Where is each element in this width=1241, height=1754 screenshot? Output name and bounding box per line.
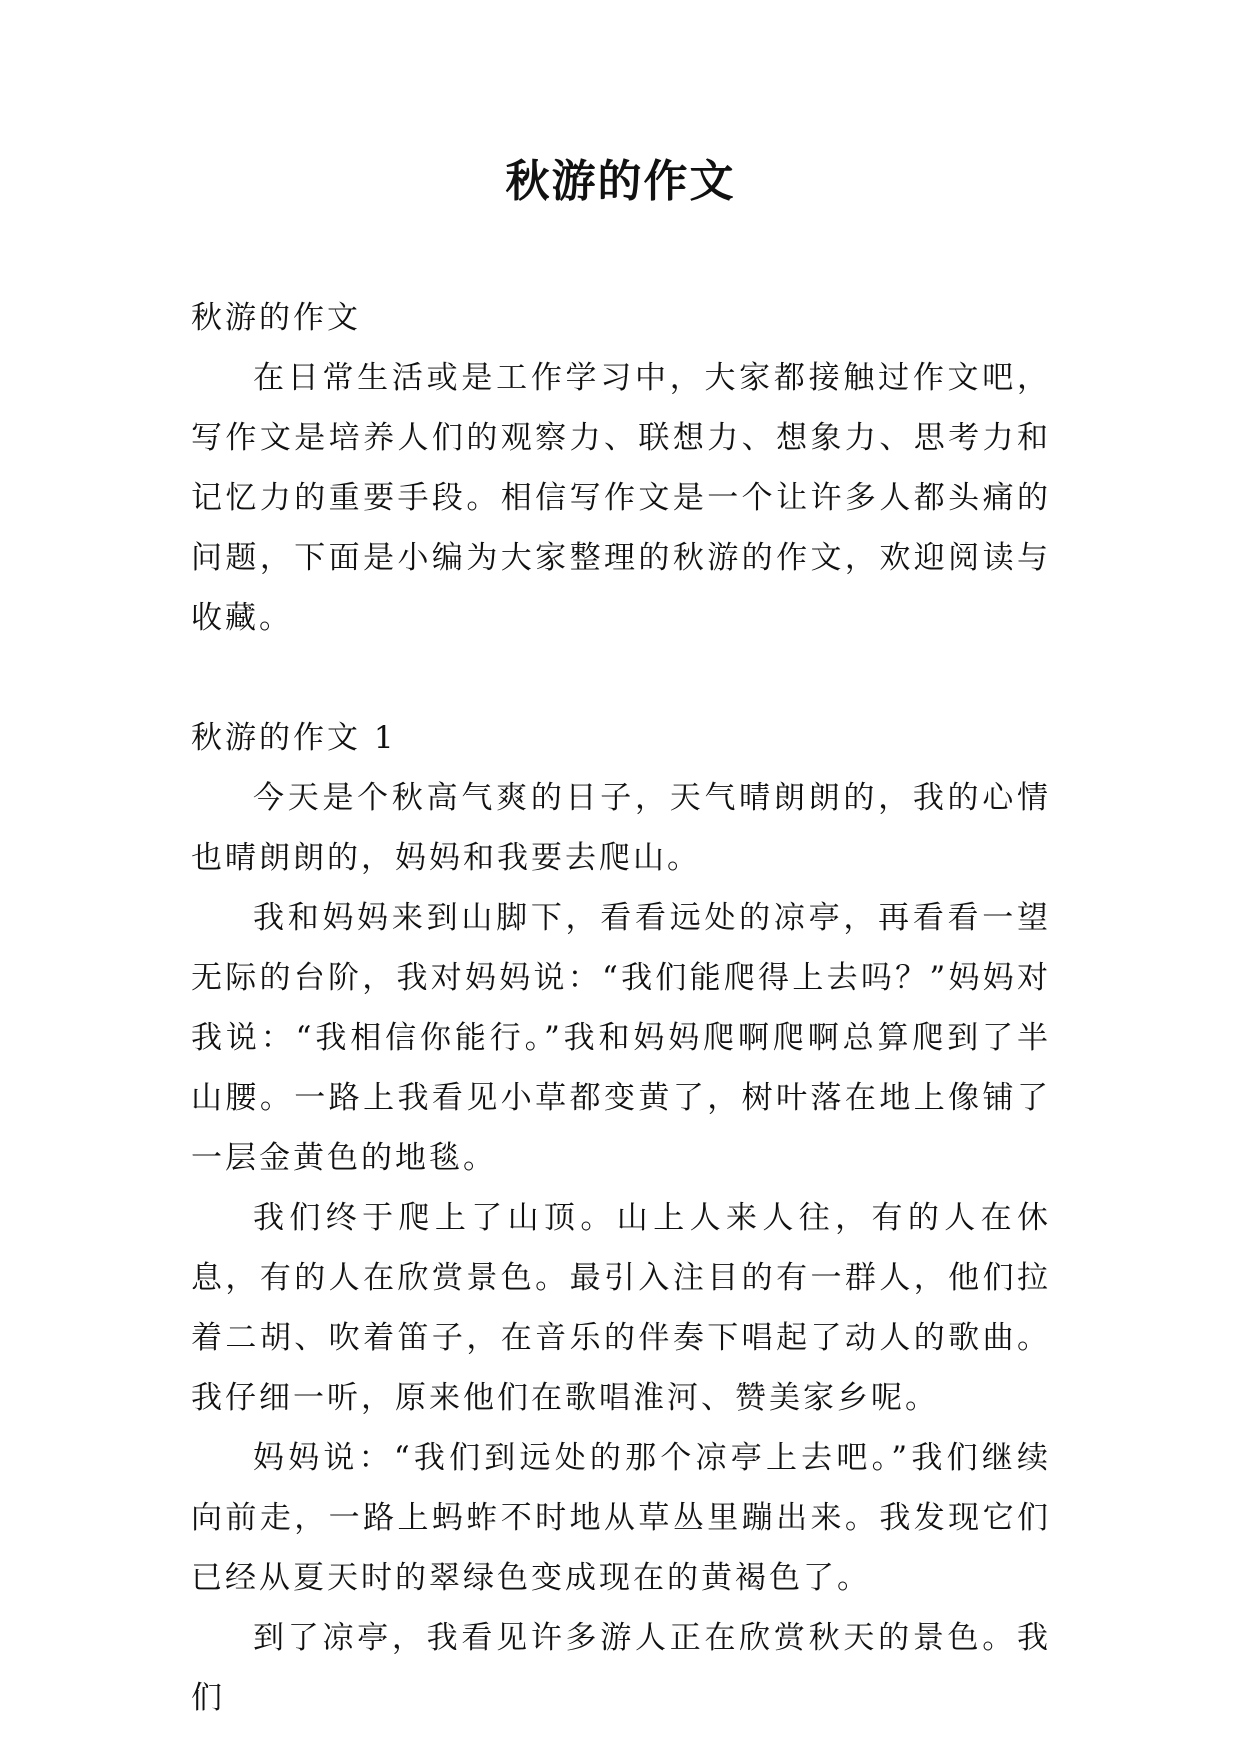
document-title: 秋游的作文: [505, 156, 736, 207]
section-spacer: [191, 648, 1051, 708]
intro-paragraph: 在日常生活或是工作学习中，大家都接触过作文吧，写作文是培养人们的观察力、联想力、想象力、思考力和记忆力的重要手段。相信写作文是一个让许多人都头痛的问题，下面是小编为大家整理的秋游的作文，欢迎阅读与收藏。: [191, 360, 1051, 636]
intro-heading: 秋游的作文: [191, 300, 361, 336]
section-1-paragraph-5: 到了凉亭，我看见许多游人正在欣赏秋天的景色。我们: [191, 1620, 1051, 1716]
section-1-paragraph-3: 我们终于爬上了山顶。山上人来人往，有的人在休息，有的人在欣赏景色。最引入注目的有一群人，他们拉着二胡、吹着笛子，在音乐的伴奏下唱起了动人的歌曲。我仔细一听，原来他们在歌唱淮河、赞美家乡呢。: [191, 1200, 1051, 1416]
section-1-paragraph-1: 今天是个秋高气爽的日子，天气晴朗朗的，我的心情也晴朗朗的，妈妈和我要去爬山。: [191, 780, 1051, 876]
section-1-paragraph-2: 我和妈妈来到山脚下，看看远处的凉亭，再看看一望无际的台阶，我对妈妈说：“我们能爬得上去吗？”妈妈对我说：“我相信你能行。”我和妈妈爬啊爬啊总算爬到了半山腰。一路上我看见小草都变黄了，树叶落在地上像铺了一层金黄色的地毯。: [191, 900, 1051, 1176]
document-body: [191, 288, 1051, 1728]
section-1-paragraph-4: 妈妈说：“我们到远处的那个凉亭上去吧。”我们继续向前走，一路上蚂蚱不时地从草丛里蹦出来。我发现它们已经从夏天时的翠绿色变成现在的黄褐色了。: [191, 1440, 1051, 1596]
section-1-heading: 秋游的作文 1: [191, 720, 397, 756]
